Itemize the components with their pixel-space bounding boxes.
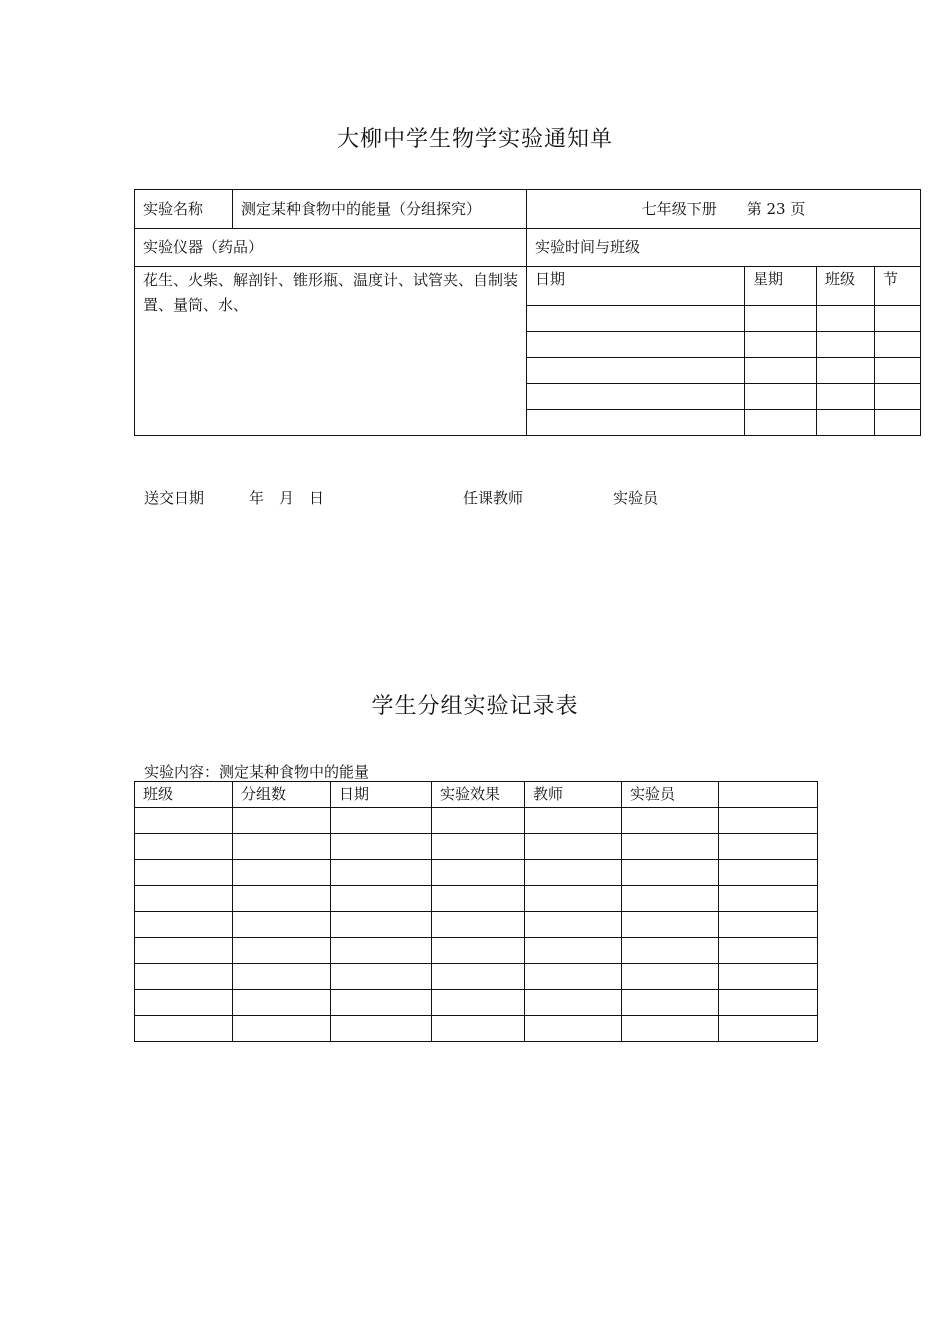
time-class-label: 实验时间与班级 bbox=[527, 229, 921, 267]
record-cell bbox=[331, 1016, 432, 1042]
lab-assistant-label: 实验员 bbox=[613, 489, 659, 507]
record-cell bbox=[719, 990, 818, 1016]
record-cell bbox=[432, 938, 525, 964]
record-row bbox=[135, 938, 818, 964]
record-cell bbox=[233, 808, 331, 834]
notice-title: 大柳中学生物学实验通知单 bbox=[336, 127, 613, 152]
record-cell bbox=[525, 860, 622, 886]
record-cell bbox=[331, 964, 432, 990]
record-cell bbox=[622, 912, 719, 938]
record-header-effect: 实验效果 bbox=[432, 782, 525, 808]
schedule-cell bbox=[817, 410, 875, 436]
record-header-blank bbox=[719, 782, 818, 808]
record-cell bbox=[719, 1016, 818, 1042]
record-cell bbox=[432, 912, 525, 938]
schedule-header-weekday: 星期 bbox=[745, 267, 817, 306]
record-row bbox=[135, 834, 818, 860]
record-cell bbox=[622, 990, 719, 1016]
schedule-cell bbox=[817, 306, 875, 332]
record-cell bbox=[233, 964, 331, 990]
record-cell bbox=[135, 808, 233, 834]
record-cell bbox=[432, 964, 525, 990]
record-cell bbox=[331, 938, 432, 964]
equipment-value: 花生、火柴、解剖针、锥形瓶、温度计、试管夹、自制装置、量筒、水、 bbox=[135, 267, 527, 436]
schedule-header-date: 日期 bbox=[527, 267, 745, 306]
record-header-assistant: 实验员 bbox=[622, 782, 719, 808]
schedule-cell bbox=[745, 410, 817, 436]
record-cell bbox=[719, 808, 818, 834]
record-cell bbox=[719, 938, 818, 964]
experiment-content-label: 实验内容：测定某种食物中的能量 bbox=[144, 763, 370, 781]
record-row bbox=[135, 990, 818, 1016]
schedule-cell bbox=[527, 384, 745, 410]
record-cell bbox=[135, 1016, 233, 1042]
record-cell bbox=[432, 834, 525, 860]
record-cell bbox=[525, 990, 622, 1016]
record-header-groups: 分组数 bbox=[233, 782, 331, 808]
record-cell bbox=[622, 964, 719, 990]
schedule-cell bbox=[745, 332, 817, 358]
record-cell bbox=[525, 938, 622, 964]
record-cell bbox=[719, 834, 818, 860]
record-cell bbox=[135, 964, 233, 990]
schedule-cell bbox=[875, 332, 921, 358]
record-cell bbox=[525, 1016, 622, 1042]
equipment-label: 实验仪器（药品） bbox=[135, 229, 527, 267]
record-table bbox=[134, 781, 818, 1042]
record-cell bbox=[719, 886, 818, 912]
record-row bbox=[135, 808, 818, 834]
record-cell bbox=[719, 912, 818, 938]
notice-table bbox=[134, 189, 921, 436]
record-cell bbox=[233, 912, 331, 938]
schedule-cell bbox=[817, 384, 875, 410]
delivery-date-label: 送交日期 年 月 日 bbox=[144, 489, 325, 507]
record-cell bbox=[622, 938, 719, 964]
record-row bbox=[135, 860, 818, 886]
record-cell bbox=[331, 990, 432, 1016]
record-cell bbox=[233, 990, 331, 1016]
record-cell bbox=[525, 912, 622, 938]
schedule-cell bbox=[875, 306, 921, 332]
schedule-cell bbox=[527, 332, 745, 358]
record-cell bbox=[233, 886, 331, 912]
record-cell bbox=[622, 834, 719, 860]
record-cell bbox=[432, 1016, 525, 1042]
record-cell bbox=[622, 808, 719, 834]
record-cell bbox=[432, 860, 525, 886]
schedule-cell bbox=[875, 384, 921, 410]
record-header-class: 班级 bbox=[135, 782, 233, 808]
record-title: 学生分组实验记录表 bbox=[371, 694, 579, 719]
schedule-header-period: 节 bbox=[875, 267, 921, 306]
record-row bbox=[135, 886, 818, 912]
record-cell bbox=[135, 938, 233, 964]
experiment-name-value: 测定某种食物中的能量（分组探究） bbox=[233, 190, 527, 229]
record-header-row bbox=[135, 782, 818, 808]
record-cell bbox=[135, 860, 233, 886]
record-cell bbox=[719, 860, 818, 886]
record-cell bbox=[525, 886, 622, 912]
schedule-cell bbox=[527, 358, 745, 384]
schedule-cell bbox=[875, 358, 921, 384]
teacher-label: 任课教师 bbox=[463, 489, 524, 507]
record-cell bbox=[233, 938, 331, 964]
record-cell bbox=[331, 808, 432, 834]
record-cell bbox=[622, 860, 719, 886]
schedule-cell bbox=[817, 358, 875, 384]
record-header-teacher: 教师 bbox=[525, 782, 622, 808]
schedule-cell bbox=[875, 410, 921, 436]
record-cell bbox=[135, 990, 233, 1016]
schedule-cell bbox=[745, 358, 817, 384]
record-cell bbox=[622, 886, 719, 912]
record-cell bbox=[233, 1016, 331, 1042]
record-row bbox=[135, 964, 818, 990]
record-cell bbox=[525, 834, 622, 860]
record-cell bbox=[233, 860, 331, 886]
record-cell bbox=[622, 1016, 719, 1042]
schedule-cell bbox=[817, 332, 875, 358]
record-cell bbox=[432, 808, 525, 834]
record-cell bbox=[432, 886, 525, 912]
record-cell bbox=[525, 964, 622, 990]
record-cell bbox=[135, 834, 233, 860]
record-cell bbox=[525, 808, 622, 834]
record-cell bbox=[233, 834, 331, 860]
schedule-cell bbox=[745, 384, 817, 410]
schedule-cell bbox=[745, 306, 817, 332]
record-row bbox=[135, 912, 818, 938]
record-cell bbox=[432, 990, 525, 1016]
record-cell bbox=[331, 834, 432, 860]
record-cell bbox=[331, 886, 432, 912]
record-cell bbox=[135, 886, 233, 912]
schedule-cell bbox=[527, 306, 745, 332]
record-cell bbox=[719, 964, 818, 990]
record-row bbox=[135, 1016, 818, 1042]
record-header-date: 日期 bbox=[331, 782, 432, 808]
record-cell bbox=[135, 912, 233, 938]
schedule-cell bbox=[527, 410, 745, 436]
schedule-header-class: 班级 bbox=[817, 267, 875, 306]
experiment-name-label: 实验名称 bbox=[135, 190, 233, 229]
record-cell bbox=[331, 912, 432, 938]
record-cell bbox=[331, 860, 432, 886]
grade-page-info: 七年级下册 第 23 页 bbox=[527, 190, 921, 229]
